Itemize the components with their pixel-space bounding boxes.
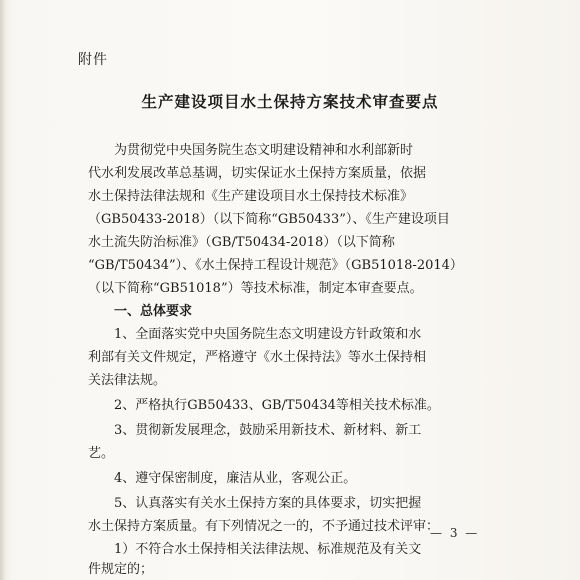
document-title: 生产建设项目水土保持方案技术审查要点	[141, 92, 439, 111]
sub-item-line: 1）不符合水土保持相关法律法规、标准规范及有关文	[114, 542, 422, 557]
list-item-line: 利部有关文件规定，严格遵守《水土保持法》等水土保持相	[88, 350, 427, 365]
section-heading: 一、总体要求	[114, 304, 193, 319]
list-item-line: 3、贯彻新发展理念，鼓励采用新技术、新材料、新工	[114, 423, 422, 438]
list-item-line: 艺。	[88, 446, 115, 461]
paragraph-line: 为贯彻党中央国务院生态文明建设精神和水利部新时	[114, 143, 414, 158]
attachment-label: 附件	[78, 52, 108, 68]
paragraph-line: 水土保持法律法规和《生产建设项目水土保持技术标准》	[88, 189, 414, 204]
paragraph-line: “GB/T50434”）、《水土保持工程设计规范》（GB51018-2014）	[88, 258, 463, 273]
list-item-line: 关法律法规。	[88, 373, 167, 388]
list-item-line: 4、遵守保密制度，廉洁从业，客观公正。	[114, 471, 357, 486]
page-number: — 3 —	[430, 526, 480, 540]
list-item-line: 1、全面落实党中央国务院生态文明建设方针政策和水	[114, 327, 422, 342]
paragraph-line: 代水利发展改革总基调，切实保证水土保持方案质量，依据	[88, 166, 427, 181]
list-item-line: 水土保持方案质量。有下列情况之一的，不予通过技术评审：	[88, 519, 440, 534]
paragraph-line: （GB50433-2018）（以下简称“GB50433”）、《生产建设项目	[88, 212, 450, 227]
list-item-line: 5、认真落实有关水土保持方案的具体要求，切实把握	[114, 496, 422, 511]
page-edge-shadow	[0, 0, 6, 580]
sub-item-line: 件规定的；	[88, 562, 154, 577]
list-item-line: 2、严格执行GB50433、GB/T50434等相关技术标准。	[114, 398, 440, 413]
paragraph-line: 水土流失防治标准》（GB/T50434-2018）（以下简称	[88, 235, 395, 250]
paragraph-line: （以下简称“GB51018”）等技术标准，制定本审查要点。	[88, 281, 423, 296]
